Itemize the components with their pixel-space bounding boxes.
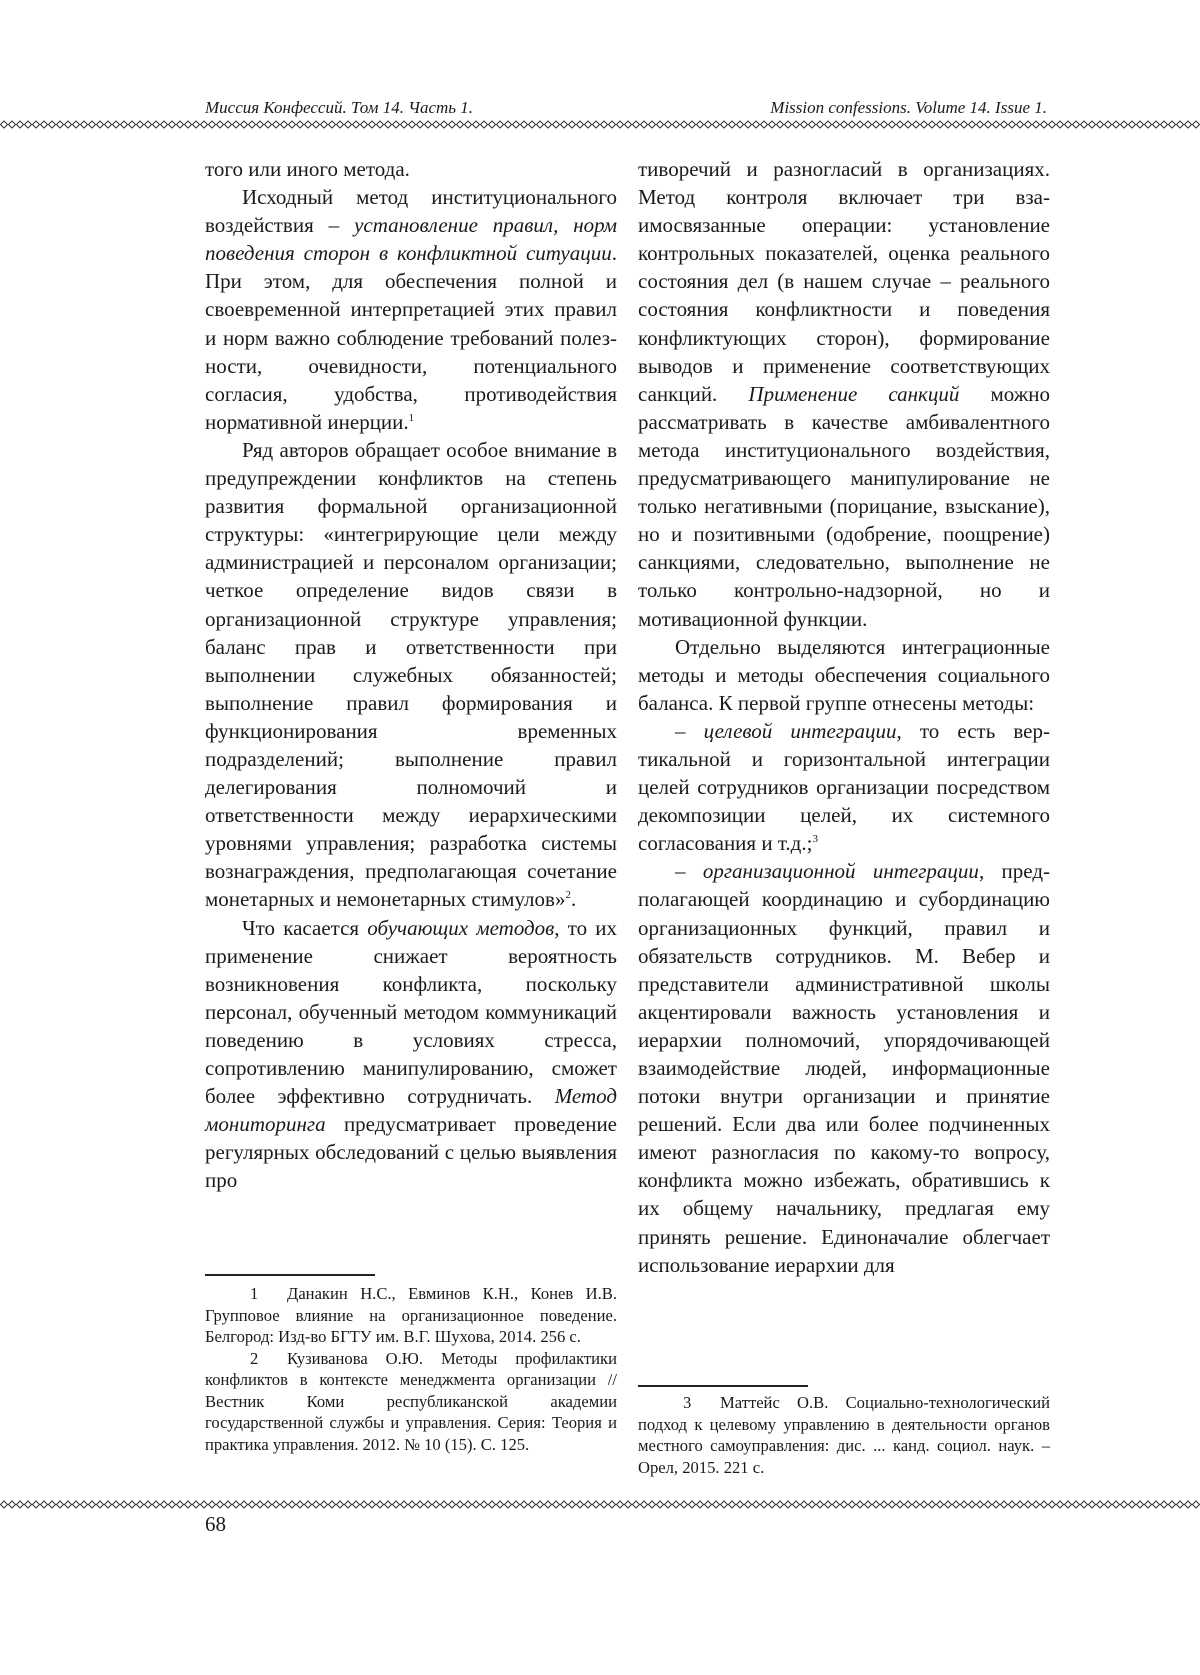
right-column [638, 155, 1050, 1279]
footnote-2: 2 Кузиванова О.Ю. Методы профилактики конфликтов в контексте менеджмента организации // Вестник Коми республиканской академии государственной службы и управления. Серия: Теория и практика управления. 2012. № 10 (15). С. 125. [205, 1348, 617, 1454]
footnote-ref[interactable]: 1 [408, 411, 415, 424]
paragraph: Отдельно выделяются интеграционные методы и методы обеспечения социального баланса. К первой группе отнесены методы: [638, 634, 1050, 715]
running-head [205, 98, 1047, 122]
footnote-3: 3 Маттейс О.В. Социально-технологический подход к целевому управлению в деятельности органов местного самоуправления: дис. ... канд. социол. наук. – Орел, 2015. 221 с. [638, 1393, 1050, 1477]
footnote-1: 1 Данакин Н.С., Евминов К.Н., Конев И.В. Групповое влияние на организационное поведение. Белгород: Изд-во БГТУ им. В.Г. Шухова, 2014. 256 с. [205, 1284, 617, 1346]
footnote-separator [205, 1274, 375, 1276]
footnotes-right [638, 1392, 1050, 1478]
left-column [205, 155, 617, 1194]
footnote-separator [638, 1385, 808, 1387]
page-number: 68 [205, 1512, 226, 1536]
paragraph: Ряд авторов обращает особое внимание в предупреждении конфликтов на степень развития формальной организационной структуры: «интегрирующие цели между администрацией и персоналом организации; четкое определение видов связи в организационной структуре управления; баланс прав и ответственности при выполнении служебных обязанностей; выполнение правил формирования и функционирования временных подразделений; выполнение правил делегирования полномочий и ответственности между иерархическими уровнями управления; разработка системы вознаграждения, предполагающая сочетание монетарных и немонетарных стимулов»$^2$. [205, 437, 617, 912]
journal-title-en: Mission confessions. Volume 14. Issue 1. [770, 98, 1047, 117]
top-ornament-border [0, 120, 1200, 129]
bottom-ornament-border [0, 1500, 1200, 1509]
list-item: – целевой интеграции, то есть вертикальной и горизонтальной интеграции целей сотрудников организации посредством декомпозиции целей, их системного согласования и т.д.;$^3$ [638, 718, 1050, 856]
journal-title-ru: Миссия Конфессий. Том 14. Часть 1. [205, 98, 474, 117]
paragraph: Исходный метод институционального воздействия – установление правил, норм поведения сторон в конфликтной ситуации. При этом, для обеспечения полной и своевременной интерпретацией этих правил и норм важно соблюдение требований полезности, очевидности, потенциального согласия, удобства, противодействия нормативной инерции.$^1$ [205, 185, 617, 434]
paragraph: того или иного метода. [205, 157, 410, 181]
footnote-ref[interactable]: 2 [565, 889, 571, 902]
list-item: – организационной интеграции, предполагающей координацию и субординацию организационных функций, правил и обязательств сотрудников. М. Вебер и представители административной школы акцентировали важность установления и иерархии полномочий, упорядочивающей взаимодействие людей, информационные потоки внутри организации и принятие решений. Если два или более подчиненных имеют разногласия по какому-то вопросу, конфликта можно избежать, обратившись к их общему начальнику, предлагая ему принять решение. Единоначалие облегчает использование иерархии для [638, 859, 1050, 1277]
footnotes-left [205, 1283, 617, 1455]
paragraph: Что касается обучающих методов, то их применение снижает вероятность возникновения конфликта, поскольку персонал, обученный методом коммуникаций поведению в условиях стресса, сопротивлению манипулированию, сможет более эффективно сотрудничать. Метод мониторинга предусматривает проведение регулярных обследований с целью выявления про [205, 915, 617, 1193]
paragraph: тиворечий и разногласий в организациях. Метод контроля включает три взаимосвязанные операции: установление контрольных показателей, оценка реального состояния дел (в нашем случае – реального состояния конфликтности и поведения конфликтующих сторон), формирование выводов и применение соответствующих санкций. Применение санкций можно рассматривать в качестве амбивалентного метода институционального воздействия, предусматривающего манипулирование не только негативными (порицание, взыскание), но и позитивными (одобрение, поощрение) санкциями, следовательно, выполнение не только контрольно-надзорной, но и мотивационной функции. [638, 157, 1050, 631]
footnote-ref[interactable]: 3 [812, 833, 818, 846]
